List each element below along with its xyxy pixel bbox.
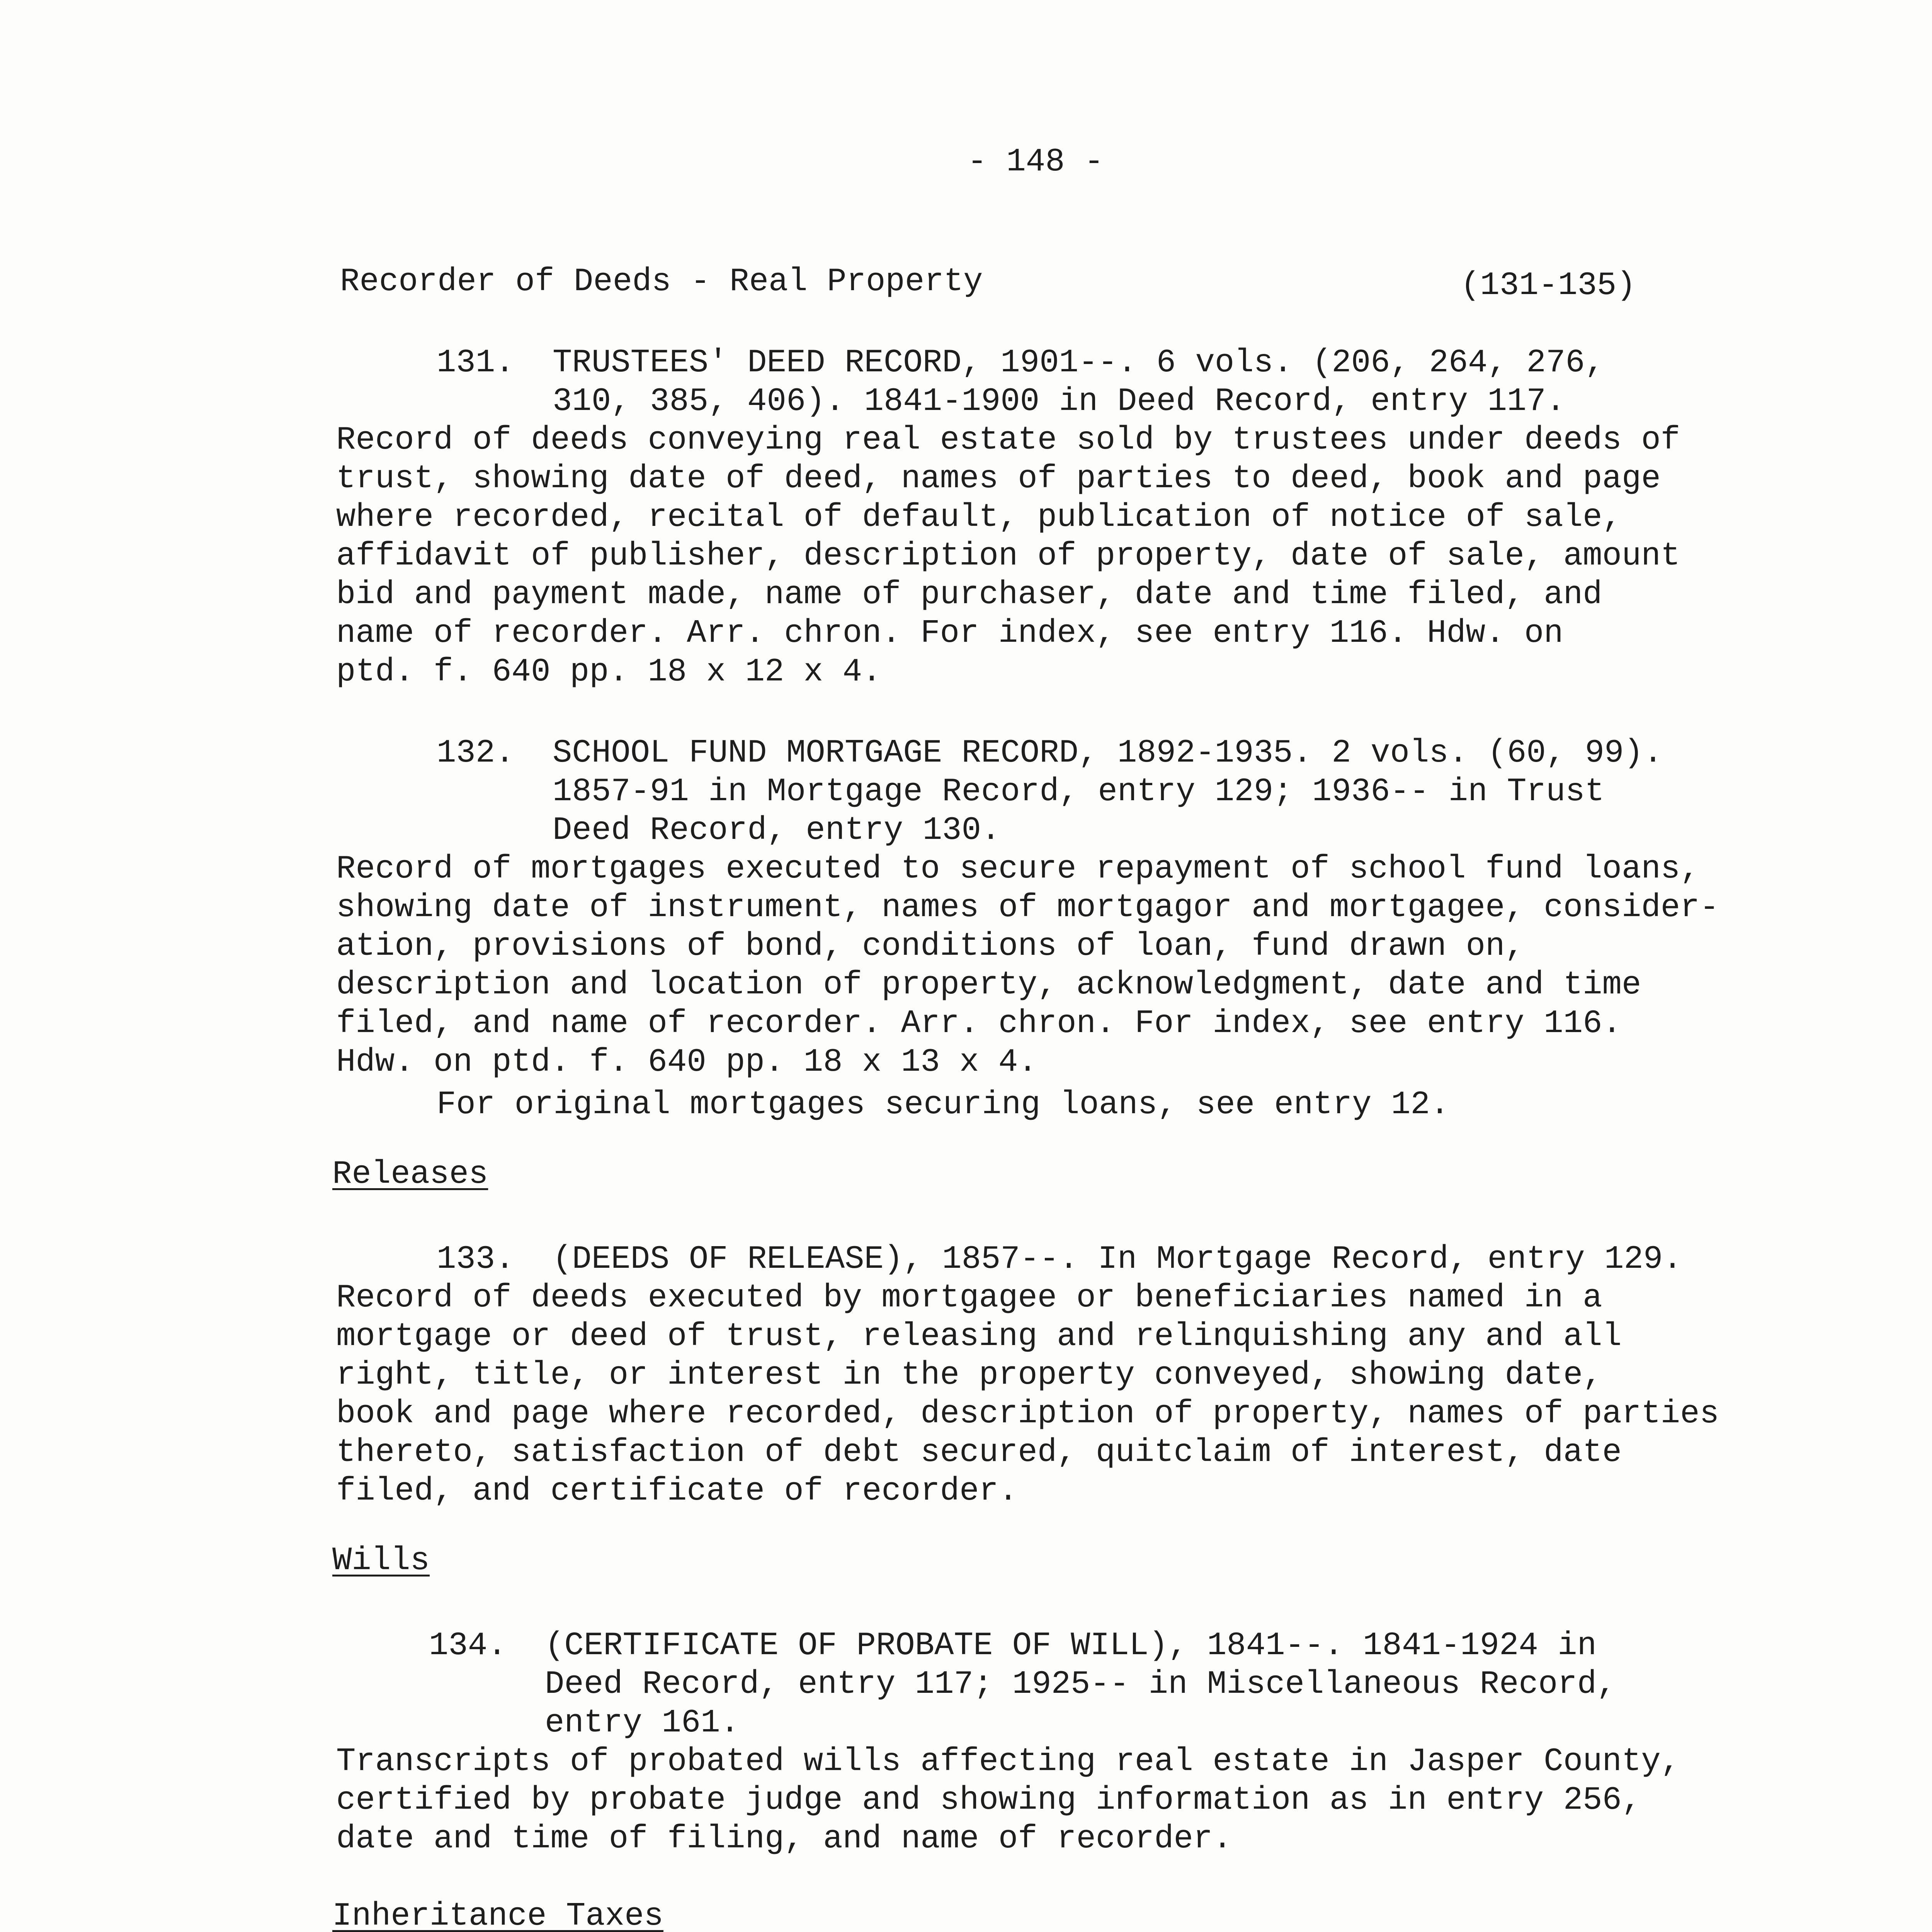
entry-132-continuation: 1857-91 in Mortgage Record, entry 129; 1936-- in Trust [553, 774, 1605, 810]
entry-133-body-line: thereto, satisfaction of debt secured, quitclaim of interest, date [336, 1434, 1622, 1471]
entry-134-body-line: certified by probate judge and showing information as in entry 256, [336, 1782, 1641, 1819]
entry-134-continuation: entry 161. [545, 1705, 740, 1742]
entry-133-body-line: right, title, or interest in the property conveyed, showing date, [336, 1357, 1602, 1394]
entry-number: 134. [429, 1628, 507, 1664]
entry-title: (CERTIFICATE OF PROBATE OF WILL), 1841--. 1841-1924 in [545, 1628, 1597, 1664]
page-header-title: Recorder of Deeds - Real Property [340, 264, 983, 300]
entry-132-body-line: showing date of instrument, names of mortgagor and mortgagee, consider- [336, 889, 1719, 926]
section-heading-wills: Wills [332, 1543, 430, 1579]
entry-132-body-line: ation, provisions of bond, conditions of loan, fund drawn on, [336, 928, 1524, 965]
entry-132-body-line: filed, and name of recorder. Arr. chron. For index, see entry 116. [336, 1005, 1622, 1042]
entry-132-body-line: Record of mortgages executed to secure repayment of school fund loans, [336, 851, 1700, 888]
entry-131-body-line: affidavit of publisher, description of property, date of sale, amount [336, 538, 1680, 575]
entry-title: TRUSTEES' DEED RECORD, 1901--. 6 vols. (206, 264, 276, [553, 345, 1605, 381]
page-header-range: (131-135) [1461, 267, 1636, 304]
section-heading-inheritance-taxes: Inheritance Taxes [332, 1898, 663, 1932]
entry-133-body-line: Record of deeds executed by mortgagee or beneficiaries named in a [336, 1280, 1602, 1316]
entry-134-body-line: date and time of filing, and name of recorder. [336, 1821, 1232, 1857]
entry-134-heading [429, 1627, 1597, 1665]
entry-number: 133. [437, 1241, 515, 1278]
entry-131-body-line: bid and payment made, name of purchaser, date and time filed, and [336, 577, 1602, 613]
entry-132-continuation: Deed Record, entry 130. [553, 812, 1001, 849]
entry-133-body-line: mortgage or deed of trust, releasing and relinquishing any and all [336, 1318, 1622, 1355]
entry-131-heading [437, 344, 1604, 383]
entry-131-body-line: ptd. f. 640 pp. 18 x 12 x 4. [336, 654, 882, 690]
entry-133-body-line: book and page where recorded, description of property, names of parties [336, 1396, 1719, 1432]
entry-131-body-line: where recorded, recital of default, publication of notice of sale, [336, 499, 1622, 536]
entry-131-body-line: trust, showing date of deed, names of parties to deed, book and page [336, 461, 1661, 497]
entry-132-heading [437, 734, 1663, 773]
entry-132-body-line: Hdw. on ptd. f. 640 pp. 18 x 13 x 4. [336, 1044, 1037, 1081]
entry-131-body-line: Record of deeds conveying real estate sold by trustees under deeds of [336, 422, 1680, 459]
entry-number: 132. [437, 735, 515, 772]
entry-131-body-line: name of recorder. Arr. chron. For index, see entry 116. Hdw. on [336, 615, 1563, 652]
entry-132-note: For original mortgages securing loans, see entry 12. [437, 1087, 1450, 1123]
entry-number: 131. [437, 345, 515, 381]
entry-133-heading [437, 1240, 1682, 1279]
page-number: - 148 - [967, 144, 1104, 180]
entry-title: (DEEDS OF RELEASE), 1857--. In Mortgage Record, entry 129. [553, 1241, 1682, 1278]
entry-134-continuation: Deed Record, entry 117; 1925-- in Miscellaneous Record, [545, 1666, 1616, 1703]
entry-131-continuation: 310, 385, 406). 1841-1900 in Deed Record, entry 117. [553, 383, 1566, 420]
entry-134-body-line: Transcripts of probated wills affecting real estate in Jasper County, [336, 1743, 1680, 1780]
section-heading-releases: Releases [332, 1156, 488, 1193]
entry-133-body-line: filed, and certificate of recorder. [336, 1473, 1018, 1510]
entry-title: SCHOOL FUND MORTGAGE RECORD, 1892-1935. 2 vols. (60, 99). [553, 735, 1663, 772]
entry-132-body-line: description and location of property, acknowledgment, date and time [336, 967, 1641, 1003]
